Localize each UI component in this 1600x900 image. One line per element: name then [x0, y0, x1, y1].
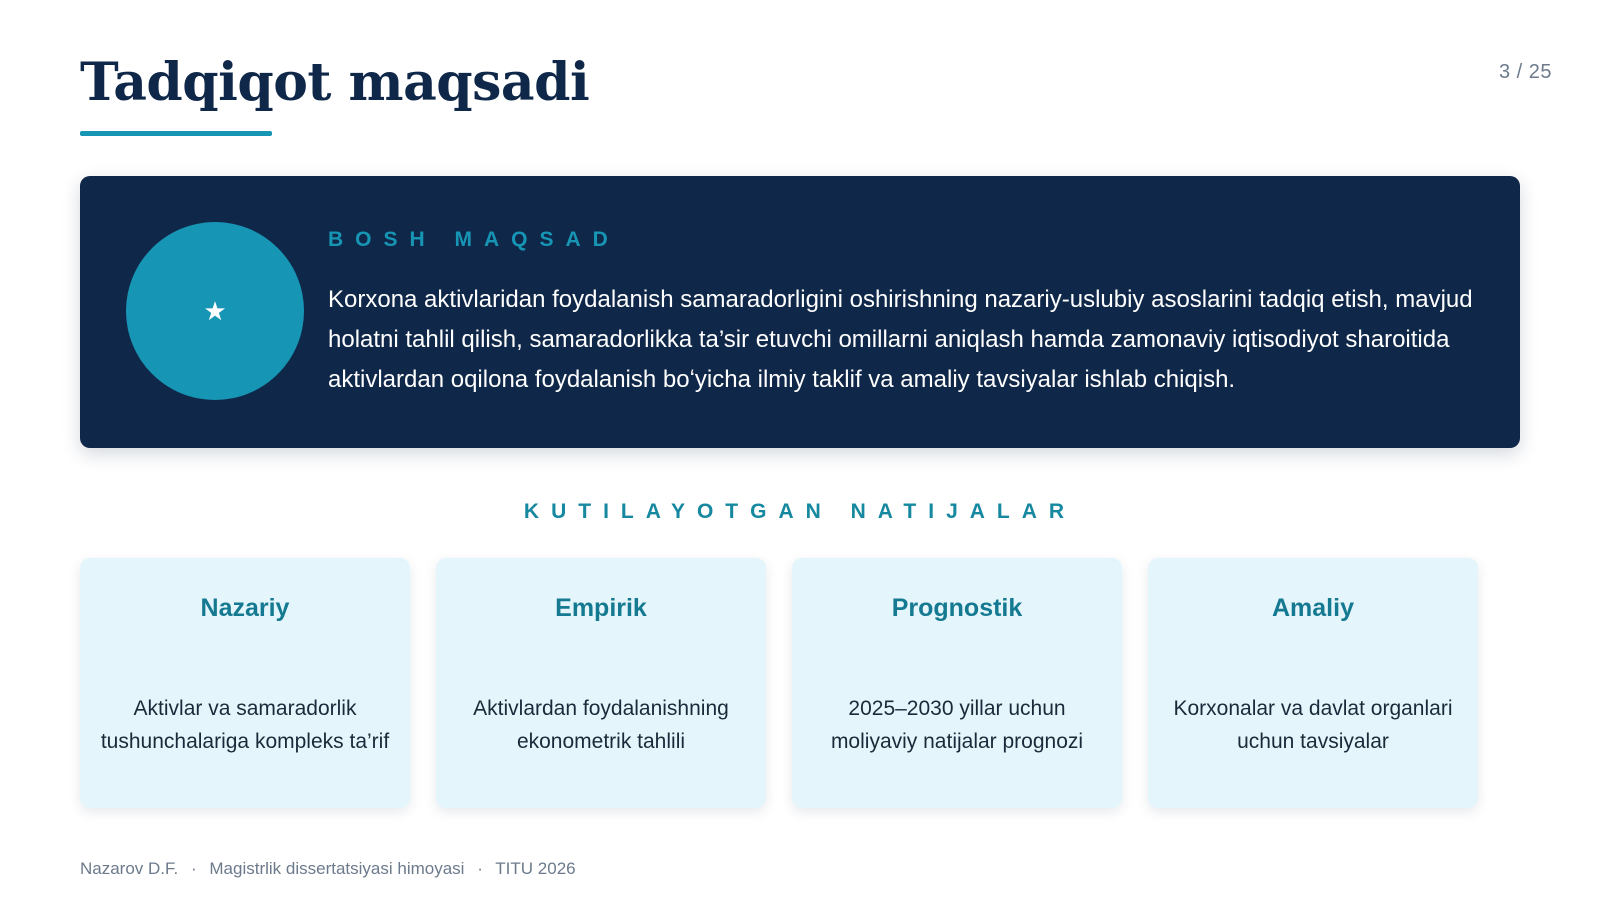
result-card-nazariy — [80, 558, 410, 808]
result-card-title: Nazariy — [200, 594, 290, 622]
results-cards — [80, 558, 1480, 808]
result-card-title: Empirik — [555, 594, 647, 622]
result-card-amaliy — [1148, 558, 1478, 808]
title-underline — [80, 131, 272, 136]
main-goal-card — [80, 176, 1520, 448]
page-number: 3 / 25 — [1498, 61, 1552, 83]
footer-event: Magistrlik dissertatsiyasi himoyasi — [209, 859, 465, 878]
star-icon: ★ — [203, 295, 227, 326]
goal-badge — [126, 222, 304, 400]
footer — [80, 859, 576, 879]
result-card-empirik — [436, 558, 766, 808]
goal-label: BOSH MAQSAD — [328, 228, 620, 251]
result-card-text: Korxonalar va davlat organlari uchun tavsiyalar — [1173, 697, 1453, 753]
results-heading: KUTILAYOTGAN NATIJALAR — [523, 500, 1077, 523]
goal-text: Korxona aktivlaridan foydalanish samaradorligini oshirishning nazariy-uslubiy asoslarini tadqiq etish, mavjud holatni tahlil qilish, samaradorlikka ta’sir etuvchi omillarni aniqlash hamda zamonaviy iqtisodiyot sharoitida aktivlardan oqilona foydalanish boʻyicha ilmiy taklif va amaliy tavsiyalar ishlab chiqish. — [328, 286, 1473, 393]
result-card-title: Prognostik — [891, 594, 1023, 622]
footer-separator: · — [477, 859, 483, 878]
slide-title: Tadqiqot maqsadi — [80, 52, 590, 113]
footer-author: Nazarov D.F. — [80, 859, 179, 878]
result-card-title: Amaliy — [1272, 594, 1354, 622]
footer-separator: · — [190, 859, 197, 878]
result-card-text: Aktivlardan foydalanishning ekonometrik tahlili — [473, 697, 729, 753]
result-card-text: Aktivlar va samaradorlik tushunchalariga kompleks ta’rif — [100, 697, 390, 753]
result-card-text: 2025–2030 yillar uchun moliyaviy natijalar prognozi — [830, 697, 1084, 753]
result-card-prognostik — [792, 558, 1122, 808]
footer-org: TITU 2026 — [495, 859, 576, 878]
